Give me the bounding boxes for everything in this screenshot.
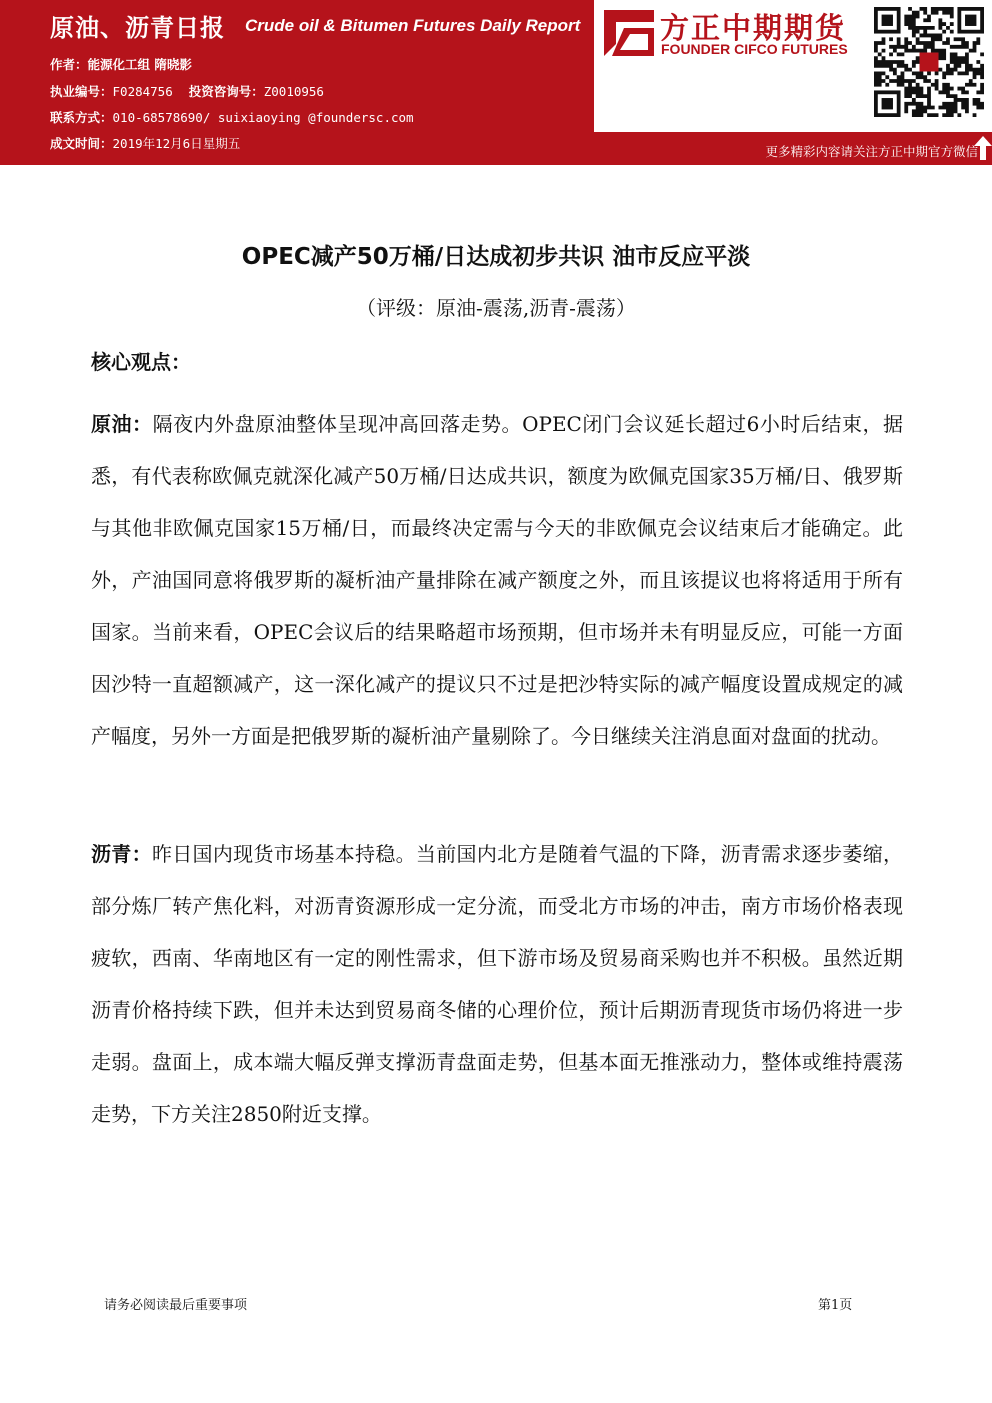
footer-notice: 请务必阅读最后重要事项 <box>104 1298 248 1313</box>
meta-contact: 联系方式：010-68578690/ suixiaoying @foundersc.com <box>50 110 414 125</box>
bitumen-text: 昨日国内现货市场基本持稳。当前国内北方是随着气温的下降，沥青需求逐步萎缩，部分炼厂转产焦化料，对沥青资源形成一定分流，而受北方市场的冲击，南方市场价格表现疲软，西南、华南地区有一定的刚性需求，但下游市场及贸易商采购也并不积极。虽然近期沥青价格持续下跌，但并未达到贸易商冬储的心理价位，预计后期沥青现货市场仍将进一步走弱。盘面上，成本端大幅反弹支撑沥青盘面走势，但基本面无推涨动力，整体或维持震荡走势，下方关注2850附近支撑。 <box>91 842 904 1126</box>
crude-oil-label: 原油： <box>91 412 153 436</box>
follow-wechat-note: 更多精彩内容请关注方正中期官方微信 <box>765 144 978 159</box>
meta-author: 作者：能源化工组 隋晓影 <box>50 57 192 72</box>
bitumen-label: 沥青： <box>91 842 152 866</box>
crude-oil-text: 隔夜内外盘原油整体呈现冲高回落走势。OPEC闭门会议延长超过6小时后结束，据悉，有代表称欧佩克就深化减产50万桶/日达成共识，额度为欧佩克国家35万桶/日、俄罗斯与其他非欧佩克国家15万桶/日，而最终决定需与今天的非欧佩克会议结束后才能确定。此外，产油国同意将俄罗斯的凝析油产量排除在减产额度之外，而且该提议也将将适用于所有国家。当前来看，OPEC会议后的结果略超市场预期，但市场并未有明显反应，可能一方面因沙特一直超额减产，这一深化减产的提议只不过是把沙特实际的减产幅度设置成规定的减产幅度，另外一方面是把俄罗斯的凝析油产量剔除了。今日继续关注消息面对盘面的扰动。 <box>91 412 904 748</box>
header-band <box>0 0 992 165</box>
qr-code-icon <box>874 6 984 118</box>
document-rating: （评级：原油-震荡,沥青-震荡） <box>356 296 636 320</box>
report-title: 原油、沥青日报 <box>50 14 225 42</box>
founder-logo-icon <box>604 10 654 56</box>
document-title: OPEC减产50万桶/日达成初步共识 油市反应平淡 <box>241 244 751 270</box>
bitumen-paragraph <box>91 828 903 1140</box>
meta-license: 执业编号：F0284756 投资咨询号：Z0010956 <box>50 84 324 99</box>
up-arrow-icon <box>974 136 992 160</box>
logo-panel <box>594 0 992 132</box>
meta-date: 成文时间：2019年12月6日星期五 <box>50 136 241 151</box>
logo-text-cn: 方正中期期货 <box>660 11 847 45</box>
crude-oil-paragraph <box>91 398 903 762</box>
logo-text-en: FOUNDER CIFCO FUTURES <box>661 41 848 57</box>
report-subtitle: Crude oil & Bitumen Futures Daily Report <box>245 16 581 35</box>
page-number: 第1页 <box>818 1298 853 1313</box>
core-viewpoint-heading: 核心观点： <box>91 350 191 374</box>
